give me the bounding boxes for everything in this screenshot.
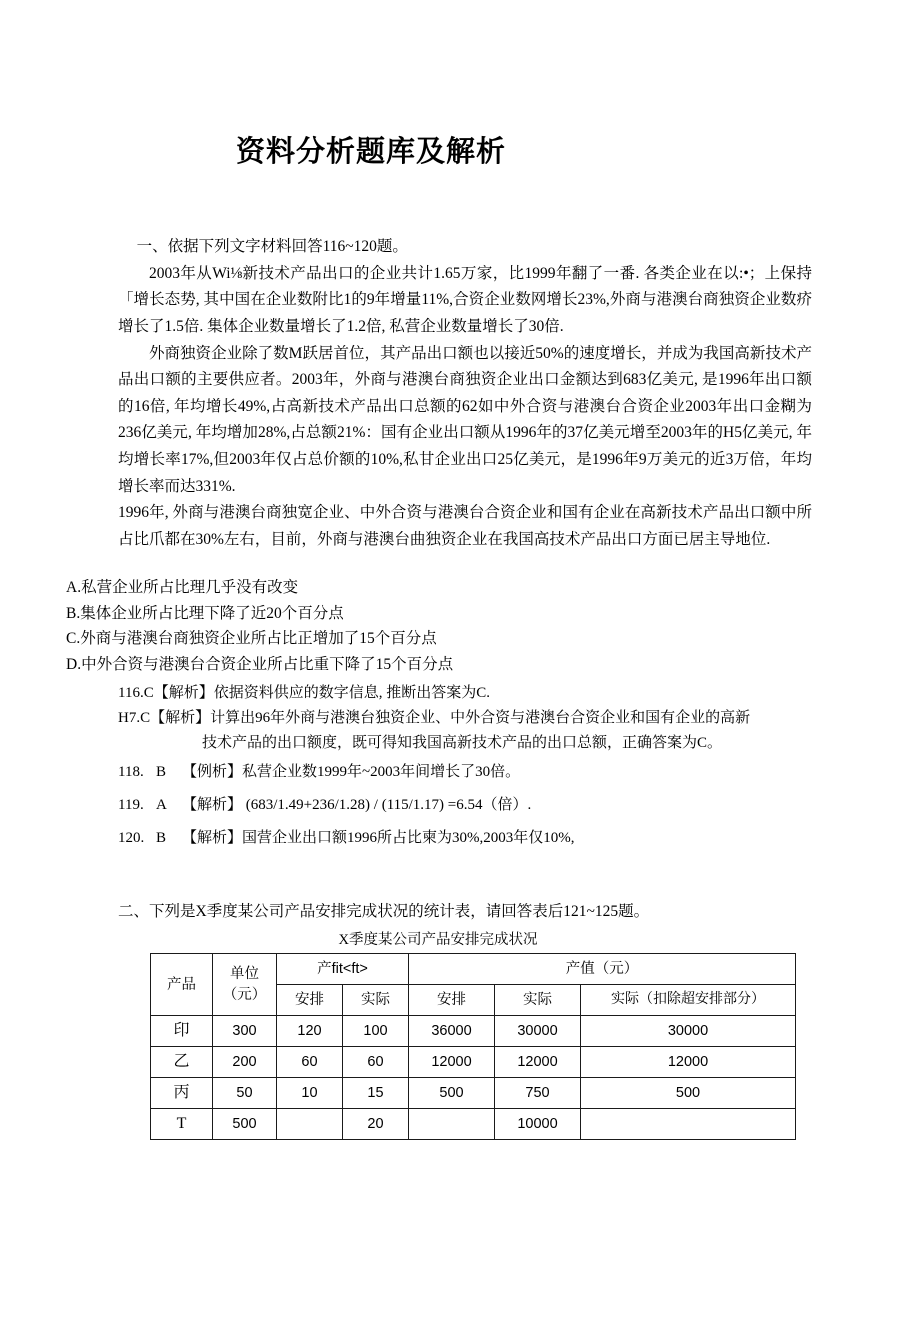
option-c[interactable]: C.外商与港澳台商独资企业所占比正增加了15个百分点 <box>66 630 437 648</box>
answer-120 <box>118 822 812 855</box>
section-one-heading: 一、依据下列文字材料回答116~120题。 <box>136 238 408 256</box>
cell-val-planned: 500 <box>409 1078 495 1109</box>
header-quantity-group: 产fit<ft> <box>277 954 409 985</box>
cell-val-planned: 36000 <box>409 1016 495 1047</box>
table-row <box>151 1016 796 1047</box>
cell-product: 乙 <box>151 1047 213 1078</box>
header-quantity-actual: 实际 <box>343 985 409 1016</box>
header-value-deducted: 实际（扣除超安排部分） <box>581 985 796 1016</box>
statistics-table-wrapper <box>118 953 812 1140</box>
cell-unit: 50 <box>213 1078 277 1109</box>
header-value-actual: 实际 <box>495 985 581 1016</box>
answer-119-body: 【解析】 (683/1.49+236/1.28) / (115/1.17) =6.54（倍）. <box>182 797 532 814</box>
cell-qty-planned: 120 <box>277 1016 343 1047</box>
answer-120-body: 【解析】国营企业出口额1996所占比柬为30%,2003年仅10%, <box>182 830 575 847</box>
header-product: 产品 <box>151 954 213 1016</box>
answer-116-body: 【解析】依据资料供应的数字信息, 推断出答案为C. <box>153 685 490 702</box>
answer-explanations <box>0 681 920 855</box>
cell-qty-actual: 60 <box>343 1047 409 1078</box>
material-paragraph-1: 2003年从Wi⅛新技术产品出口的企业共计1.65万家，比1999年翻了一番. 各类企业在以:•；上保持「增长态势, 其中国在企业数附比1的9年增量11%,合资企业数网增长23%,外商与港澳台商独资企业数疥增长了1.5倍. 集体企业数量增长了1.2倍, 私营企业数量增长了30倍. <box>118 264 812 335</box>
cell-val-planned <box>409 1109 495 1140</box>
answer-119-number: 119. <box>118 797 144 814</box>
cell-unit: 200 <box>213 1047 277 1078</box>
option-a[interactable]: A.私营企业所占比理几乎没有改变 <box>66 579 299 597</box>
table-row <box>151 1047 796 1078</box>
document-page <box>0 19 920 1320</box>
statistics-table <box>150 953 796 1140</box>
cell-qty-planned: 60 <box>277 1047 343 1078</box>
answer-119 <box>118 789 812 822</box>
answer-116 <box>118 681 812 706</box>
cell-qty-actual: 100 <box>343 1016 409 1047</box>
header-value-planned: 安排 <box>409 985 495 1016</box>
cell-val-actual: 750 <box>495 1078 581 1109</box>
material-paragraph-3: 1996年, 外商与港澳台商独宽企业、中外合资与港澳台合资企业和国有企业在高新技术产品出口额中所占比爪都在30%左右，目前，外商与港澳台曲独资企业在我国高技术产品出口方面已居主导地位. <box>118 504 812 548</box>
cell-val-deducted: 30000 <box>581 1016 796 1047</box>
cell-val-actual: 30000 <box>495 1016 581 1047</box>
answer-119-key: A <box>156 797 167 814</box>
cell-val-deducted <box>581 1109 796 1140</box>
answer-117-body: 【解析】计算出96年外商与港澳台独资企业、中外合资与港澳台合资企业和国有企业的高新 <box>150 710 751 727</box>
answer-120-key: B <box>156 830 167 847</box>
cell-val-actual: 10000 <box>495 1109 581 1140</box>
cell-val-actual: 12000 <box>495 1047 581 1078</box>
header-value-group: 产值（元） <box>409 954 796 985</box>
cell-qty-actual: 15 <box>343 1078 409 1109</box>
header-unit <box>213 954 277 1016</box>
cell-product: 丙 <box>151 1078 213 1109</box>
answer-118-key: B <box>156 764 167 781</box>
cell-val-planned: 12000 <box>409 1047 495 1078</box>
cell-val-deducted: 12000 <box>581 1047 796 1078</box>
answer-118-number: 118. <box>118 764 144 781</box>
cell-unit: 300 <box>213 1016 277 1047</box>
cell-unit: 500 <box>213 1109 277 1140</box>
section-two-heading: 二、下列是X季度某公司产品安排完成状况的统计表，请回答表后121~125题。 <box>118 903 650 921</box>
table-caption: X季度某公司产品安排完成状况 <box>338 932 538 949</box>
table-row <box>151 1109 796 1140</box>
cell-product: T <box>151 1109 213 1140</box>
header-unit-top: 单位 <box>230 965 259 982</box>
page-title: 资料分析题库及解析 <box>236 136 507 169</box>
answer-116-number: 116.C <box>118 685 154 702</box>
table-row <box>151 1078 796 1109</box>
header-unit-bottom: （元） <box>222 986 267 1003</box>
answer-118 <box>118 756 812 789</box>
material-section-two <box>0 899 920 1140</box>
header-quantity-planned: 安排 <box>277 985 343 1016</box>
table-header-row-1 <box>151 954 796 985</box>
option-b[interactable]: B.集体企业所占比理下降了近20个百分点 <box>66 604 344 622</box>
cell-product: 印 <box>151 1016 213 1047</box>
material-paragraph-2: 外商独资企业除了数M跃居首位，其产品出口额也以接近50%的速度增长，并成为我国高新技术产品出口额的主要供应者。2003年，外商与港澳台商独资企业出口金额达到683亿美元, 是1996年出口额的16倍, 年均增长49%,占高新技术产品出口总额的62如中外合资与港澳台合资企业2003年出口金糊为236亿美元, 年均增加28%,占总额21%：国有企业出口额从1996年的37亿美元增至2003年的H5亿美元, 年均增长率17%,但2003年仅占总价额的10%,私甘企业出口25亿美元，是1996年9万美元的近3万倍，年均增长率而达331%. <box>118 344 812 495</box>
cell-val-deducted: 500 <box>581 1078 796 1109</box>
answer-118-body: 【例析】私营企业数1999年~2003年间增长了30倍。 <box>182 764 521 781</box>
question-options <box>0 575 920 677</box>
cell-qty-planned: 10 <box>277 1078 343 1109</box>
answer-117 <box>118 706 812 731</box>
option-d[interactable]: D.中外合资与港澳台合资企业所占比重下降了15个百分点 <box>66 655 454 673</box>
answer-117-number: H7.C <box>118 710 151 727</box>
cell-qty-planned <box>277 1109 343 1140</box>
answer-120-number: 120. <box>118 830 145 847</box>
answer-117-continuation: 技术产品的出口额度，既可得知我国高新技术产品的出口总额，正确答案为C。 <box>202 735 723 752</box>
material-section-one <box>0 234 920 553</box>
cell-qty-actual: 20 <box>343 1109 409 1140</box>
